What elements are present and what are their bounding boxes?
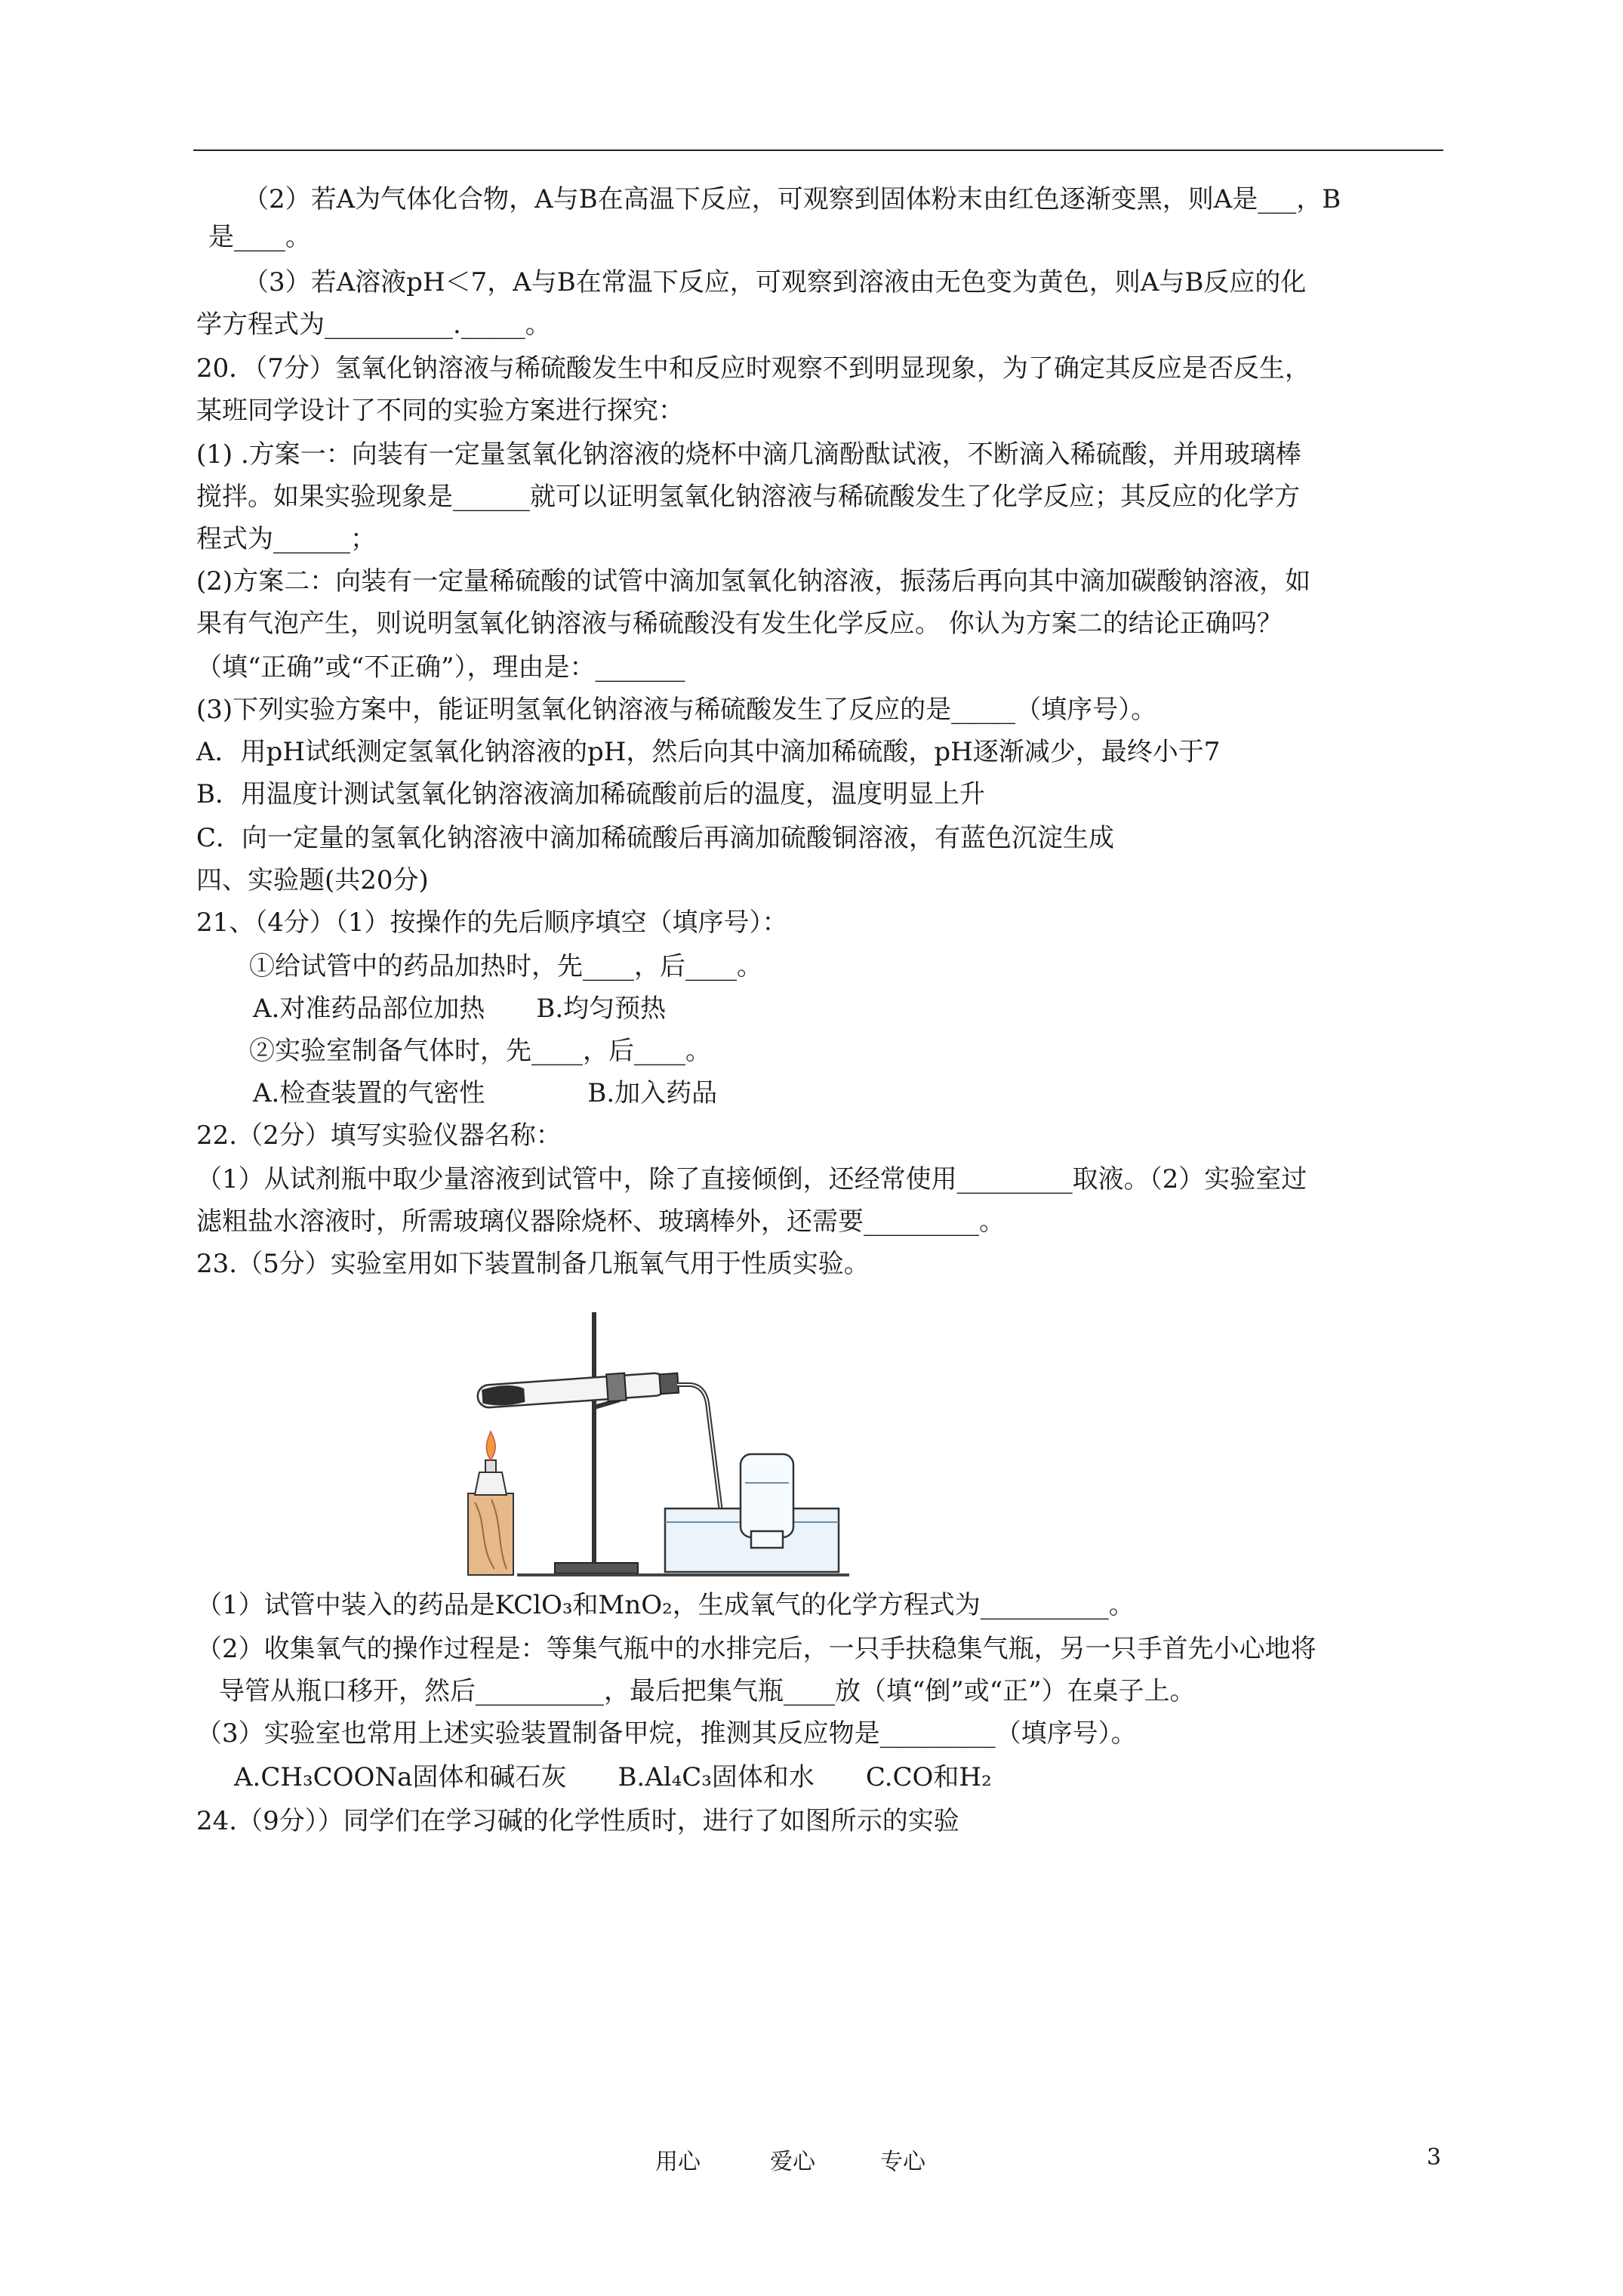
text-line: （2）收集氧气的操作过程是：等集气瓶中的水排完后，一只手扶稳集气瓶，另一只手首先小心地将 (196, 1634, 1317, 1664)
question-24-title: 24.（9分））同学们在学习碱的化学性质时，进行了如图所示的实验 (196, 1806, 959, 1836)
text-line: （1）试管中装入的药品是KClO₃和MnO₂，生成氧气的化学方程式为__________。 (196, 1590, 1135, 1620)
question-22-title: 22.（2分）填写实验仪器名称： (196, 1120, 562, 1151)
option-b: B．用温度计测试氢氧化钠溶液滴加稀硫酸前后的温度，温度明显上升 (196, 779, 985, 809)
text-line: （3）若A溶液pH＜7，A与B在常温下反应，可观察到溶液由无色变为黄色，则A与B反应的化 (243, 267, 1307, 297)
text-line: 是____。 (208, 222, 311, 252)
oxygen-apparatus-figure (464, 1305, 853, 1584)
footer-right: 专心 (880, 2149, 925, 2175)
question-21-title: 21、（4分）（1）按操作的先后顺序填空（填序号）： (196, 908, 788, 938)
text-line: (3)下列实验方案中，能证明氢氧化钠溶液与稀硫酸发生了反应的是_____（填序号）。 (196, 695, 1157, 725)
text-line: ②实验室制备气体时，先____，后____。 (249, 1036, 711, 1066)
text-line: 搅拌。如果实验现象是______就可以证明氢氧化钠溶液与稀硫酸发生了化学反应；其反应的化学方 (196, 482, 1300, 512)
text-line: (1) .方案一：向装有一定量氢氧化钠溶液的烧杯中滴几滴酚酞试液，不断滴入稀硫酸，并用玻璃棒 (196, 439, 1301, 470)
option-a: A．用pH试纸测定氢氧化钠溶液的pH，然后向其中滴加稀硫酸，pH逐渐减少，最终小于7 (196, 737, 1221, 767)
footer-left: 用心 (655, 2149, 701, 2175)
option-c: C．向一定量的氢氧化钠溶液中滴加稀硫酸后再滴加硫酸铜溶液，有蓝色沉淀生成 (196, 823, 1115, 853)
text-line: 滤粗盐水溶液时，所需玻璃仪器除烧杯、玻璃棒外，还需要_________。 (196, 1207, 1005, 1237)
text-line: （填“正确”或“不正确”），理由是：_______ (196, 652, 685, 683)
text-line: （2）若A为气体化合物，A与B在高温下反应，可观察到固体粉末由红色逐渐变黑，则A是___，B (243, 184, 1341, 214)
text-line: 程式为______； (196, 524, 376, 554)
page-number: 3 (1427, 2144, 1442, 2171)
text-line: （3）实验室也常用上述实验装置制备甲烷，推测其反应物是_________（填序号）。 (196, 1718, 1137, 1749)
text-line: (2)方案二：向装有一定量稀硫酸的试管中滴加氢氧化钠溶液，振荡后再向其中滴加碳酸钠溶液，如 (196, 566, 1311, 596)
text-line: 导管从瓶口移开，然后__________，最后把集气瓶____放（填“倒”或“正”）在桌子上。 (219, 1676, 1196, 1706)
text-line: A.CH₃COONa固体和碱石灰 B.Al₄C₃固体和水 C.CO和H₂ (234, 1762, 992, 1792)
text-line: 果有气泡产生，则说明氢氧化钠溶液与稀硫酸没有发生化学反应。 你认为方案二的结论正确吗？ (196, 609, 1283, 639)
text-line: （1）从试剂瓶中取少量溶液到试管中，除了直接倾倒，还经常使用_________取液。（2）实验室过 (196, 1164, 1307, 1194)
question-20-title: 20．（7分）氢氧化钠溶液与稀硫酸发生中和反应时观察不到明显现象，为了确定其反应是否反生， (196, 353, 1310, 384)
header-rule (193, 149, 1443, 151)
section-heading: 四、实验题(共20分) (196, 865, 429, 895)
question-23-title: 23.（5分）实验室用如下装置制备几瓶氧气用于性质实验。 (196, 1249, 870, 1279)
text-line: A.对准药品部位加热 B.均匀预热 (253, 994, 667, 1024)
footer-mid: 爱心 (770, 2149, 815, 2175)
text-line: A.检查装置的气密性 B.加入药品 (253, 1078, 718, 1108)
text-line: 学方程式为__________._____。 (196, 310, 551, 340)
text-line: ①给试管中的药品加热时，先____，后____。 (249, 951, 762, 982)
text-line: 某班同学设计了不同的实验方案进行探究： (196, 396, 684, 426)
